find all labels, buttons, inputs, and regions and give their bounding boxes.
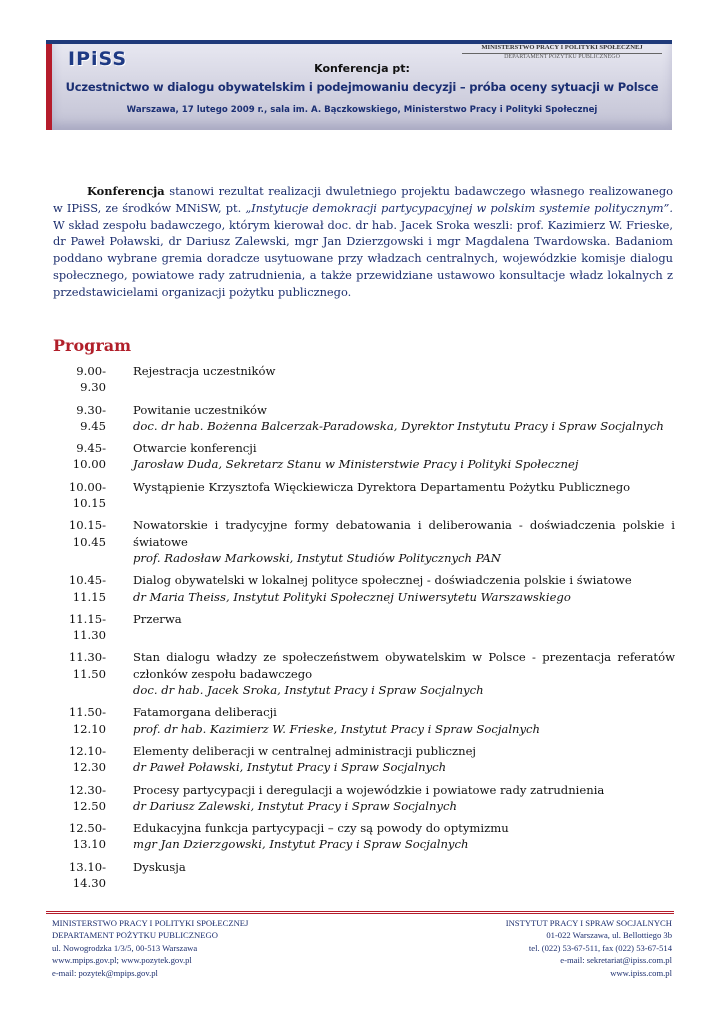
footer-right-line: 01-022 Warszawa, ul. Bellottiego 3b — [546, 930, 672, 941]
program-speaker: dr Dariusz Zalewski, Instytut Pracy i Spraw Socjalnych — [133, 798, 457, 813]
program-content — [133, 743, 675, 776]
program-content — [133, 440, 675, 473]
program-row — [53, 440, 675, 473]
intro-part2: W skład zespołu badawczego, którym kierował doc. dr hab. Jacek Sroka weszli: prof. Kazimierz W. Frieske, dr Paweł Poławski, dr Dariusz Zalewski, mgr Jan Dzierzgowski i mgr Magdalena Twardowska. Badaniom poddano wybrane gremia doradcze usytuowane przy władzach centralnych, wojewódzkie komisje dialogu społecznego, powiatowe rady zatrudnienia, a także przewidziane ustawowo konsultacje władz lokalnych z przedstawicielami organizacji pożytku publicznego. — [53, 217, 673, 299]
ipiss-logo: IPiSS — [68, 48, 128, 70]
intro-project-title: „Instytucje demokracji partycypacyjnej w polskim systemie politycznym”. — [245, 200, 673, 215]
program-time: 12.10-12.30 — [68, 743, 106, 775]
program-heading: Program — [53, 336, 132, 355]
conference-place-date: Warszawa, 17 lutego 2009 r., sala im. A. Bączkowskiego, Ministerstwo Pracy i Polityki Społecznej — [126, 105, 598, 115]
program-time: 10.45-11.15 — [68, 573, 106, 604]
footer-right-line: tel. (022) 53-67-511, fax (022) 53-67-514 — [528, 942, 672, 953]
program-time: 9.45-10.00 — [72, 441, 106, 472]
program-title: Stan dialogu władzy ze społeczeństwem obywatelskim w Polsce - prezentacja referatów członków zespołu badawczego — [133, 650, 675, 681]
program-row — [53, 743, 675, 776]
program-row — [53, 479, 675, 512]
program-time: 9.30-9.45 — [76, 402, 106, 433]
program-content — [133, 820, 675, 853]
program-speaker: mgr Jan Dzierzgowski, Instytut Pracy i Spraw Socjalnych — [133, 837, 469, 852]
intro-part1: stanowi rezultat realizacji dwuletniego projektu badawczego własnego realizowanego w IPiSS, ze środków MNiSW, pt. — [53, 184, 673, 215]
program-time: 13.10-14.30 — [68, 859, 106, 891]
program-speaker: prof. Radosław Markowski, Instytut Studiów Politycznych PAN — [133, 550, 501, 565]
footer-right-line: www.ipiss.com.pl — [610, 967, 672, 978]
program-content — [133, 479, 675, 512]
conference-label: Konferencja pt: — [314, 62, 410, 75]
program-title: Procesy partycypacji i deregulacji a wojewódzkie i powiatowe rady zatrudnienia — [133, 782, 605, 797]
program-time: 10.00-10.15 — [68, 479, 106, 511]
program-title: Otwarcie konferencji — [133, 441, 257, 456]
program-row — [53, 517, 675, 566]
program-title: Edukacyjna funkcja partycypacji – czy są powody do optymizmu — [133, 821, 509, 836]
program-row — [53, 820, 675, 853]
program-title: Dialog obywatelski w lokalnej polityce społecznej - doświadczenia polskie i światowe — [133, 573, 632, 588]
footer-left-line: DEPARTAMENT POŻYTKU PUBLICZNEGO — [52, 930, 218, 941]
program-content — [133, 649, 675, 698]
program-content — [133, 517, 675, 566]
program-content — [133, 363, 675, 396]
program-row — [53, 704, 675, 737]
banner-top-stripe — [46, 40, 672, 44]
program-content — [133, 859, 675, 892]
footer-divider — [46, 911, 674, 914]
conference-title: Uczestnictwo w dialogu obywatelskim i podejmowaniu decyzji – próba oceny sytuacji w Polsce — [65, 80, 659, 94]
footer-right-line: INSTYTUT PRACY I SPRAW SOCJALNYCH — [505, 918, 672, 928]
program-title: Fatamorgana deliberacji — [133, 705, 277, 720]
program-title: Rejestracja uczestników — [133, 364, 276, 378]
footer-left-line: ul. Nowogrodzka 1/3/5, 00-513 Warszawa — [52, 942, 198, 953]
program-time: 9.00-9.30 — [76, 364, 106, 395]
footer-right-line: e-mail: sekretariat@ipiss.com.pl — [560, 955, 672, 966]
program-speaker: doc. dr hab. Jacek Sroka, Instytut Pracy i Spraw Socjalnych — [133, 683, 484, 698]
program-time: 12.30-12.50 — [68, 782, 106, 813]
program-content — [133, 782, 675, 815]
conference-banner — [46, 40, 672, 130]
program-time: 11.15-11.30 — [68, 611, 106, 643]
program-content — [133, 704, 675, 737]
program-time: 11.50-12.10 — [68, 705, 106, 736]
intro-lead: Konferencja — [87, 184, 165, 198]
ministry-name: MINISTERSTWO PRACY I POLITYKI SPOŁECZNEJ — [462, 44, 662, 54]
footer-institute-contact — [506, 917, 672, 979]
program-speaker: dr Maria Theiss, Instytut Polityki Społecznej Uniwersytetu Warszawskiego — [133, 589, 571, 604]
program-speaker: Jarosław Duda, Sekretarz Stanu w Ministerstwie Pracy i Polityki Społecznej — [133, 457, 579, 472]
program-speaker: prof. dr hab. Kazimierz W. Frieske, Instytut Pracy i Spraw Socjalnych — [133, 721, 541, 736]
program-time: 12.50-13.10 — [68, 821, 106, 852]
program-title: Przerwa — [133, 611, 182, 626]
footer-left-line: e-mail: pozytek@mpips.gov.pl — [52, 967, 158, 978]
program-title: Dyskusja — [133, 859, 186, 874]
department-name: DEPARTAMENT POŻYTKU PUBLICZNEGO — [504, 53, 620, 60]
program-time: 11.30-11.50 — [68, 650, 106, 681]
program-title: Elementy deliberacji w centralnej administracji publicznej — [133, 743, 477, 758]
ministry-header — [462, 44, 662, 60]
program-row — [53, 402, 675, 435]
program-time: 10.15-10.45 — [68, 518, 106, 549]
program-content — [133, 572, 675, 605]
program-row — [53, 859, 675, 892]
program-speaker: doc. dr hab. Bożenna Balcerzak-Paradowska, Dyrektor Instytutu Pracy i Spraw Socjalnych — [133, 418, 664, 433]
program-row — [53, 649, 675, 698]
program-list — [53, 363, 675, 897]
intro-paragraph — [53, 183, 673, 301]
program-title: Wystąpienie Krzysztofa Więckiewicza Dyrektora Departamentu Pożytku Publicznego — [133, 479, 631, 494]
program-row — [53, 572, 675, 605]
program-speaker: dr Paweł Poławski, Instytut Pracy i Spraw Socjalnych — [133, 760, 447, 775]
program-content — [133, 611, 675, 644]
program-title: Powitanie uczestników — [133, 402, 267, 417]
program-row — [53, 782, 675, 815]
footer-left-line: www.mpips.gov.pl; www.pozytek.gov.pl — [52, 955, 192, 966]
program-content — [133, 402, 675, 435]
program-row — [53, 363, 675, 396]
footer-ministry-contact — [52, 917, 248, 979]
program-title: Nowatorskie i tradycyjne formy debatowania i deliberowania - doświadczenia polskie i światowe — [133, 518, 675, 549]
program-row — [53, 611, 675, 644]
footer-left-line: MINISTERSTWO PRACY I POLITYKI SPOŁECZNEJ — [52, 918, 249, 928]
